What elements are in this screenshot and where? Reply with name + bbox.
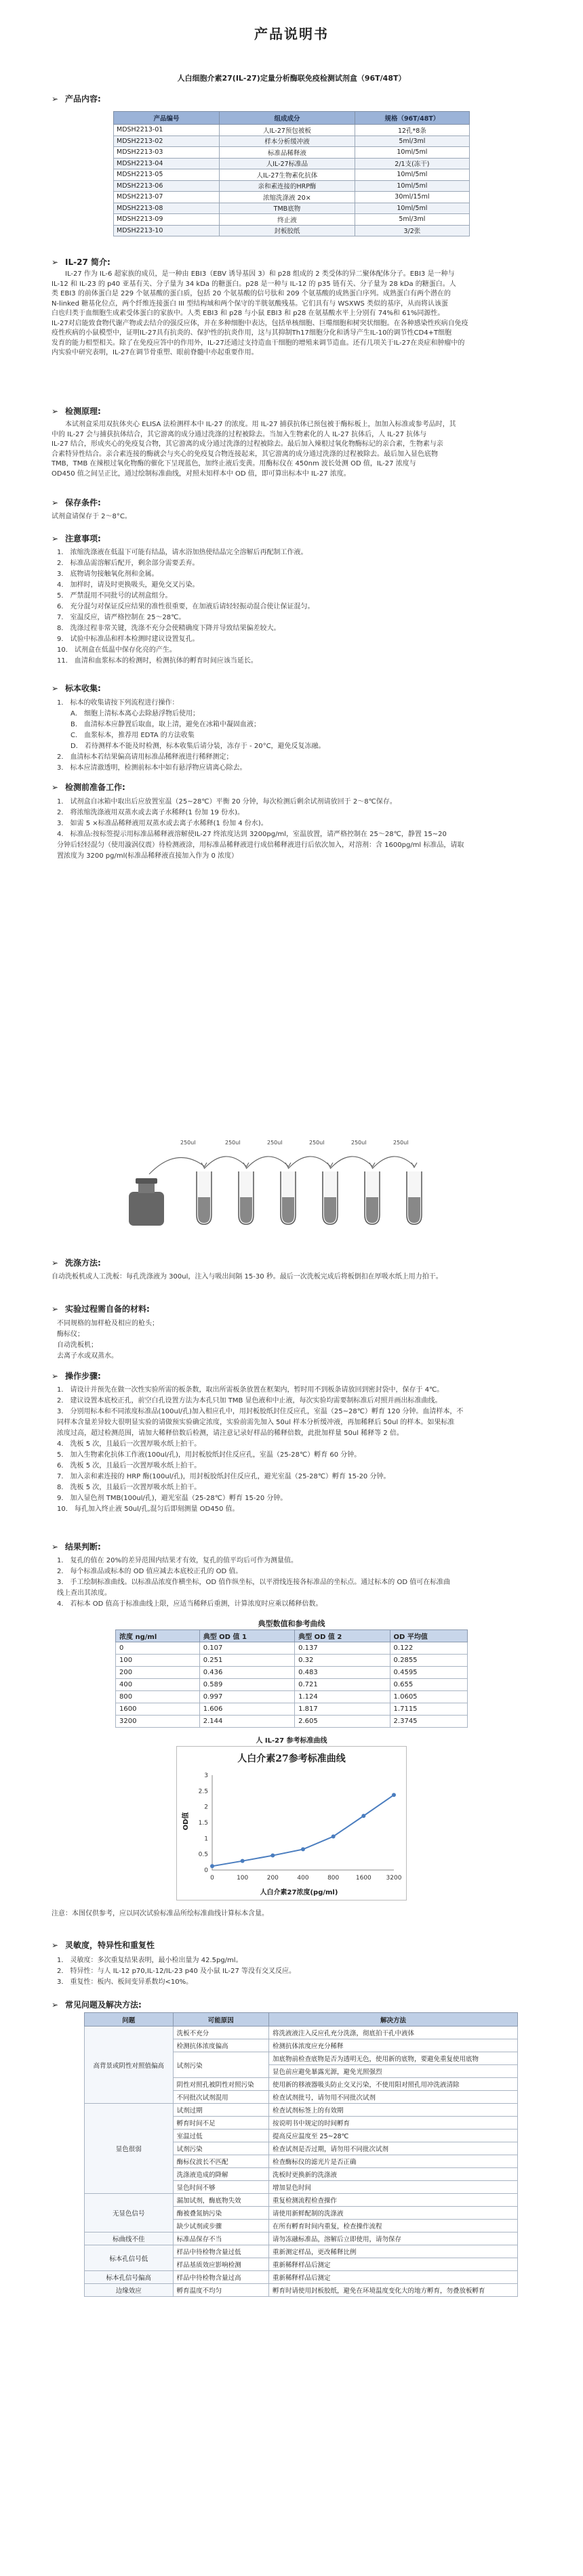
procedure-item: 同样本含量差异较大很明显实验的请做预实验确定浓度，实验前需先加入 50ul 样本分析缓冲液，再加稀释后 50ul 的样本。如果标准 [57,1419,455,1426]
problems-row [85,2104,518,2117]
procedure-item: 2． 建议设置本底校正孔，前空白孔设置方法为本孔只加 TMB 显色液和中止液，每次实验均需要制标准后对照并画出标准曲线。 [57,1397,442,1405]
arrow-bullet-icon: ➢ [52,498,59,507]
components-cell: 浓缩洗涤液 20× [220,192,355,203]
x-tick-label: 3200 [386,1875,402,1882]
cause-cell: 不同批次试剂混用 [173,2091,268,2104]
components-col-header: 规格（96T/48T） [355,112,469,125]
components-cell: MDSH2213-07 [114,192,220,203]
data-point [392,1793,396,1797]
problems-row [85,2284,518,2297]
od-cell: 400 [116,1679,200,1691]
section-result-heading: ➢ 结果判断: [52,1542,101,1552]
components-cell: 封板胶纸 [220,225,355,236]
components-cell: 亲和素连接的HRP酶 [220,180,355,192]
od-cell: 0.4595 [390,1667,467,1679]
principle-line: TMB，TMB 在辣根过氧化物酶的催化下呈现蓝色，加终止液后变黄。用酶标仪在 450nm 波长处测 OD 值，IL-27 浓度与 [52,460,416,468]
od-cell: 2.144 [199,1716,294,1728]
cause-cell: 检测抗体浓度偏高 [173,2039,268,2052]
problems-row [85,2027,518,2039]
x-tick-label: 1600 [355,1875,371,1882]
material-item: 自动洗板机； [57,1342,98,1349]
result-item: 线上查出其浓度。 [57,1590,111,1597]
result-item: 3． 手工绘制标准曲线。以标准品浓度作横坐标，OD 值作纵坐标，以平滑线连接各标准品的坐标点。通过标本的 OD 值可在标准曲 [57,1579,451,1586]
y-tick-label: 0.5 [198,1851,208,1858]
od-cell: 2.605 [295,1716,390,1728]
components-row [114,125,470,136]
arrow-head-icon [411,1163,417,1167]
solution-cell: 请使用新鲜配制的洗涤液 [269,2207,518,2220]
prep-item: 置浓度为 3200 pg/ml(标准品稀释液直接加入作为 0 浓度） [57,852,239,860]
transfer-arrow [204,1157,246,1169]
od-table-title: 典型数值和参考曲线 [258,1619,325,1628]
procedure-item: 10． 每孔加入终止液 50ul/孔,混匀后即刻测量 OD450 值。 [57,1505,239,1513]
solution-cell: 重新稀释样品后测定 [269,2271,518,2284]
intro-line: N-linked 糖基化位点，两个纤维连接蛋白 III 型结构域和两个保守的半胱氨酸残基。它们具有与 WSXWS 类似的基序，从而将认该蛋 [52,299,448,308]
components-cell: 2/1支(冻干) [355,158,469,169]
procedure-item: 1． 请设计并预先在做一次性实验所需的板条数，取出所需板条放置在框架内，暂时用不到板条请放回到密封袋中，保存于 4℃。 [57,1386,444,1394]
cause-cell: 试剂过期 [173,2104,268,2117]
components-row [114,180,470,192]
cause-cell: 缺少试剂或步骤 [173,2220,268,2232]
data-point [331,1835,336,1839]
transfer-arrow [246,1157,288,1169]
cause-cell: 洗涤液造成的降解 [173,2168,268,2181]
solution-cell: 在所有孵育时间内重复，检查操作流程 [269,2220,518,2232]
wash-text: 自动洗板机或人工洗板：每孔洗涤液为 300ul，注入与吸出间隔 15-30 秒。最后一次洗板完成后将板倒扣在厚吸水纸上用力拍干。 [52,1273,443,1281]
cause-cell: 酶标仪波长不匹配 [173,2155,268,2168]
problems-row [85,2194,518,2207]
od-row [116,1716,468,1728]
principle-line: 本试剂盒采用双抗体夹心 ELISA 法检测样本中 IL-27 的浓度。用 IL-27 捕获抗体已预包被于酶标板上，加加入标准或参考品时，其 [65,421,456,428]
solution-cell: 显色前应避免暴露光源，避免光照强烈 [269,2065,518,2078]
solution-cell: 重复检测流程检查操作 [269,2194,518,2207]
y-tick-label: 3 [204,1772,208,1779]
od-cell: 0.251 [199,1655,294,1667]
data-point [361,1814,365,1818]
od-col-header: 浓度 ng/ml [116,1630,200,1642]
solution-cell: 重新稀释样品后测定 [269,2258,518,2271]
material-item: 酶标仪； [57,1331,84,1338]
od-cell: 200 [116,1667,200,1679]
intro-line: 白也归类于血细胞生成素受体蛋白的家族中。人类 EBI3 和 p28 与小鼠 EBI3 和 p28 在氨基酸水平上分别有 74%和 61%同源性。 [52,310,445,317]
note-item: 8． 洗涤过程非常关键，洗涤不充分会使精确度下降并导致结果偏差较大。 [57,625,281,632]
sensitivity-item: 3． 重复性：板内、板间变异系数均<10%。 [57,1978,193,1986]
section-notes-heading: ➢ 注意事项: [52,534,101,543]
dilution-tube [407,1171,422,1224]
collection-list [52,698,533,774]
arrow-bullet-icon: ➢ [52,2000,59,2010]
components-cell: 样本分析缓冲液 [220,136,355,147]
arrow-bullet-icon: ➢ [52,94,59,104]
principle-paragraph [52,420,533,479]
sensitivity-item: 1． 灵敏度：多次重复结果表明，最小检出量为 42.5pg/ml。 [57,1957,243,1964]
arrow-bullet-icon: ➢ [52,1940,59,1950]
components-cell: MDSH2213-04 [114,158,220,169]
procedure-item: 4． 洗板 5 次，且最后一次置厚吸水纸上拍干。 [57,1440,201,1448]
tube-volume-label: 250ul [267,1140,283,1146]
problems-table [84,2012,518,2297]
result-item: 2． 每个标准品或标本的 OD 值应减去本底校正孔的 OD 值。 [57,1568,243,1575]
cause-cell: 漏加试剂，酶底物失效 [173,2194,268,2207]
note-item: 10． 试剂盒在低温中保存化亮的产生。 [57,646,176,654]
y-tick-label: 1 [204,1835,208,1843]
od-col-header: OD 平均值 [390,1630,467,1642]
note-item: 2． 标准品需溶解后配开，剩余部分需要丢弃。 [57,560,199,567]
components-row [114,169,470,181]
problem-cell: 无显色信号 [85,2194,174,2232]
solution-cell: 请勿冻融标准品，溶解后立即使用，请勿保存 [269,2232,518,2245]
cause-cell: 试剂污染 [173,2142,268,2155]
problems-col-header: 解决方法 [269,2013,518,2027]
intro-paragraph [52,270,533,358]
procedure-item: 3． 分别用标本和不同浓度标准品(100ul/孔)加入相应孔中，用封板胶纸封住反应孔，室温（25~28℃）孵育 120 分钟。血清样本，不 [57,1408,464,1415]
solution-cell: 洗板时更换新的洗涤液 [269,2168,518,2181]
components-cell: TMB底物 [220,203,355,214]
collection-item: 1． 标本的收集请按下列流程进行操作： [57,699,179,707]
collection-item: 3． 标本应清澈透明，检测前标本中如有悬浮物应请离心除去。 [57,764,247,772]
od-cell: 0.483 [295,1667,390,1679]
y-tick-label: 0 [204,1867,208,1874]
sensitivity-item: 2． 特异性：与人 IL-12 p70,IL-12/IL-23 p40 及小鼠 IL-27 等没有交叉反应。 [57,1968,296,1975]
collection-item: D． 若待测样本不能及时检测，标本收集后请分装，冻存于 - 20°C，避免反复冻融。 [71,743,325,750]
arrow-bullet-icon: ➢ [52,1542,59,1552]
dilution-svg [122,1132,461,1232]
components-cell: 标准品稀释液 [220,147,355,159]
prep-item: 4． 标准品:按标签提示用标准品稀释液溶解使IL-27 终浓度达到 3200pg/ml，室温放置，请严格控制在 25～28℃，静置 15~20 [57,831,447,838]
components-cell: MDSH2213-10 [114,225,220,236]
od-table [115,1629,468,1728]
intro-line: IL-27 作为 IL-6 超家族的成员，是一种由 EBI3（EBV 诱导基因 3）和 p28 组成的 2 类受体的异二聚体配体分子。EBI3 是一种与 [65,270,455,278]
tube-volume-label: 250ul [393,1140,409,1146]
problems-col-header: 可能原因 [173,2013,268,2027]
arrow-bullet-icon: ➢ [52,1371,59,1381]
x-tick-label: 100 [237,1875,249,1882]
x-tick-label: 400 [297,1875,309,1882]
od-row [116,1642,468,1655]
y-tick-label: 2 [204,1804,208,1811]
components-row [114,158,470,169]
components-cell: MDSH2213-02 [114,136,220,147]
components-row [114,214,470,226]
chart-axes [212,1775,394,1870]
solution-cell: 检查试剂标签上的有效期 [269,2104,518,2117]
dilution-tube [239,1171,254,1224]
components-cell: 人IL-27预包被板 [220,125,355,136]
procedure-item: 6． 洗板 5 次，且最后一次置厚吸水纸上拍干。 [57,1462,201,1470]
principle-line: 合素特异性结合。亲合素连接的酶就会与夹心的免疫复合物连接起来，其它游离的成分通过洗涤的过程被除去。最后加入显色底物 [52,450,438,458]
problems-row [85,2245,518,2258]
note-item: 1． 浓缩洗涤液在低温下可能有结晶，请水浴加热使结晶完全溶解后再配制工作液。 [57,549,308,556]
solution-cell: 将洗液液注入反应孔充分洗涤，彻底拍干孔中液体 [269,2027,518,2039]
problem-cell: 高背景或阴性对照值偏高 [85,2027,174,2104]
notes-list [52,547,533,667]
tube-volume-label: 250ul [225,1140,241,1146]
arrow-bullet-icon: ➢ [52,407,59,416]
note-item: 11． 血清和血浆标本的检测时，检测抗体的孵育时间应该当延长。 [57,657,258,665]
data-point [270,1854,275,1858]
components-cell: 10ml/5ml [355,169,469,181]
problems-col-header: 问题 [85,2013,174,2027]
principle-line: OD450 值之间呈正比，通过绘制标准曲线，对照未知样本中 OD 值，即可算出标本中 IL-27 浓度。 [52,470,350,478]
collection-item: 2． 血清标本若结果偏高请用标准品稀释液进行稀释测定； [57,753,233,761]
components-cell: MDSH2213-03 [114,147,220,159]
od-cell: 0.721 [295,1679,390,1691]
chart-title: 人白介素27参考标准曲线 [237,1753,346,1764]
doc-subtitle: 人白细胞介素27(IL-27)定量分析酶联免疫检测试剂盒（96T/48T） [177,74,406,83]
section-procedure-heading: ➢ 操作步骤: [52,1371,101,1381]
components-cell: 5ml/3ml [355,136,469,147]
cause-cell: 样品中待检物含量过低 [173,2245,268,2258]
material-item: 去离子水或双蒸水。 [57,1352,118,1360]
note-item: 5． 严禁混用不同批号的试剂盒组分。 [57,592,172,600]
dilution-diagram [122,1132,461,1232]
result-item: 1． 复孔的值在 20%的差异范围内结果才有效，复孔的值平均后可作为测量值。 [57,1557,298,1564]
section-prep-heading: ➢ 检测前准备工作: [52,783,125,792]
components-cell: MDSH2213-05 [114,169,220,181]
problem-cell: 显色很弱 [85,2104,174,2194]
arrow-bullet-icon: ➢ [52,1304,59,1314]
od-col-header: 典型 OD 值 1 [199,1630,294,1642]
components-row [114,147,470,159]
solution-cell: 检查酶标仪的滤光片是否正确 [269,2155,518,2168]
note-item: 9． 试验中标准品和样本检测时建议设置复孔。 [57,636,199,643]
components-cell: MDSH2213-08 [114,203,220,214]
od-cell: 1.0605 [390,1691,467,1703]
intro-line: IL-27对启能致食物代谢产物或去结介的强反应体，并在多种细胞中表达，包括单核细胞、巨噬细胞和树突状细胞。在各种感染性疾病自免疫 [52,319,468,327]
transfer-arrow [149,1158,204,1175]
od-cell: 0.436 [199,1667,294,1679]
od-row [116,1703,468,1716]
cause-cell: 酶被叠氮钠污染 [173,2207,268,2220]
intro-line: IL-12 和 IL-23 的 p40 亚基有关、分子量为 34 kDa 的糖蛋白。p28 是一种与 IL-12 的 p35 链有关、分子量为 28 kDa 的糖蛋白。人 [52,280,456,288]
cause-cell: 标准品保存不当 [173,2232,268,2245]
chart-caption: 人 IL-27 参考标准曲线 [256,1737,327,1745]
components-cell: MDSH2213-09 [114,214,220,226]
od-cell: 1.817 [295,1703,390,1716]
components-col-header: 组成成分 [220,112,355,125]
solution-cell: 检查试剂是否过期，请勿用不同批次试剂 [269,2142,518,2155]
arrow-bullet-icon: ➢ [52,684,59,693]
od-col-header: 典型 OD 值 2 [295,1630,390,1642]
sensitivity-list [52,1955,533,1988]
transfer-arrow [330,1157,372,1169]
storage-text: 试剂盒请保存于 2～8°C。 [52,513,132,520]
section-materials-heading: ➢ 实验过程需自备的材料: [52,1304,150,1314]
od-cell: 100 [116,1655,200,1667]
arrow-bullet-icon: ➢ [52,257,59,267]
material-item: 不同规格的加样枪及相应的枪头； [57,1320,159,1327]
problems-row [85,2232,518,2245]
note-item: 7． 室温反应，请严格控制在 25～28℃。 [57,614,186,621]
components-cell: 10ml/5ml [355,147,469,159]
cause-cell: 洗板不充分 [173,2027,268,2039]
prep-item: 2． 将浓缩洗涤液用双蒸水或去离子水稀释(1 份加 19 份水)。 [57,809,244,816]
transfer-arrow [288,1157,330,1169]
data-point [210,1864,214,1868]
solution-cell: 使用新的移液器吸头防止交叉污染，不使用阳对照孔用冲洗液清除 [269,2078,518,2091]
components-row [114,136,470,147]
od-row [116,1667,468,1679]
od-cell: 0.2855 [390,1655,467,1667]
prep-item: 3． 如需 5 ×标准品稀释液用双蒸水或去离子水稀释(1 份加 4 份水)。 [57,820,268,827]
od-cell: 800 [116,1691,200,1703]
od-row [116,1679,468,1691]
od-cell: 1.7115 [390,1703,467,1716]
problem-cell: 边缘效应 [85,2284,174,2297]
components-cell: 人IL-27生物素化抗体 [220,169,355,181]
dilution-tube [281,1171,296,1224]
problems-row [85,2271,518,2284]
components-cell: 5ml/3ml [355,214,469,226]
chart-ylabel: OD值 [182,1812,190,1831]
od-cell: 2.3745 [390,1716,467,1728]
x-tick-label: 800 [327,1875,340,1882]
solution-cell: 孵育时请使用封板胶纸，避免在环境温度变化大的地方孵育，勿叠放板孵育 [269,2284,518,2297]
procedure-item: 7． 加入亲和素连接的 HRP 酶(100ul/孔)，用封板胶纸封住反应孔，避光室温（25-28℃）孵育 15-20 分钟。 [57,1473,390,1480]
prep-item: 1． 试剂盒自冰箱中取出后应放置室温（25~28℃）平衡 20 分钟，每次检测后剩余试剂请放回于 2～8℃保存。 [57,798,397,806]
result-item: 4． 若标本 OD 值高于标准曲线上限，应适当稀释后重测，计算浓度时应乘以稀释倍数。 [57,1600,323,1608]
cause-cell: 样品中待检物含量过高 [173,2271,268,2284]
components-cell: MDSH2213-01 [114,125,220,136]
x-tick-label: 0 [210,1875,214,1882]
collection-item: B． 血清标本应静置后取血，取上清，避免在冰箱中凝固血液； [71,721,261,728]
standard-curve-chart [176,1746,407,1900]
principle-line: 中的 IL-27 会与捕获抗体结合，其它游离的成分通过洗涤的过程被除去。当加入生物素化的人 IL-27 抗体后，人 IL-27 抗体与 [52,430,427,438]
doc-title: 产品说明书 [254,26,329,42]
cause-cell: 样品基质效应影响检测 [173,2258,268,2271]
arrow-bullet-icon: ➢ [52,783,59,792]
components-cell: MDSH2213-06 [114,180,220,192]
od-cell: 0 [116,1642,200,1655]
section-sensitivity-heading: ➢ 灵敏度，特异性和重复性 [52,1940,155,1950]
components-cell: 12孔*8条 [355,125,469,136]
tube-volume-label: 250ul [309,1140,325,1146]
cause-cell: 孵育温度不均匀 [173,2284,268,2297]
od-cell: 0.122 [390,1642,467,1655]
problem-cell: 标本孔信号低 [85,2245,174,2271]
section-intro-heading: ➢ IL-27 简介: [52,257,110,267]
intro-line: 疫性疾病的小鼠模型中，证明IL-27具有抗炎的、保护性的抗炎作用，这与其抑制Th17细胞分化和诱导产生IL-10的调节性CD4+T细胞 [52,329,452,337]
components-col-header: 产品编号 [114,112,220,125]
collection-item: C． 血浆标本，推荐用 EDTA 的方法收集 [71,732,195,739]
od-cell: 1.606 [199,1703,294,1716]
od-cell: 0.32 [295,1655,390,1667]
arrow-bullet-icon: ➢ [52,534,59,543]
intro-line: 内实验中研究表明，IL-27在调节骨重塑、眼前脊髓中亦起重要作用。 [52,349,258,356]
components-cell: 30ml/15ml [355,192,469,203]
procedure-item: 浓度过高，超过检测范围，请加大稀释倍数后检测，请注意记录好样品的稀释倍数，此批加样量 50ul 稀释等 2 倍。 [57,1430,403,1437]
components-cell: 3/2张 [355,225,469,236]
problem-cell: 标曲线不佳 [85,2232,174,2245]
dilution-tube [323,1171,338,1224]
section-storage-heading: ➢ 保存条件: [52,498,101,507]
procedure-item: 8． 洗板 5 次，且最后一次置厚吸水纸上拍干。 [57,1484,201,1491]
od-cell: 0.107 [199,1642,294,1655]
prep-item: 分钟后轻轻混匀（使用漩涡仪震）待检测液涂，用标准品稀释液进行成倍稀释液进行后依次加入，对溶剂：含 1600pg/ml 标准品，请取 [57,842,464,849]
od-cell: 0.997 [199,1691,294,1703]
od-cell: 0.589 [199,1679,294,1691]
cause-cell: 试剂污染 [173,2052,268,2078]
data-point [301,1847,305,1851]
series-line [212,1795,394,1866]
components-cell: 终止液 [220,214,355,226]
materials-list [52,1318,533,1362]
solution-cell: 检查试剂批号，请勿用不同批次试剂 [269,2091,518,2104]
chart-xlabel: 人白介素27浓度(pg/ml) [260,1889,338,1896]
od-cell: 3200 [116,1716,200,1728]
cause-cell: 室温过低 [173,2130,268,2142]
od-row [116,1655,468,1667]
od-cell: 1.124 [295,1691,390,1703]
dilution-tube [365,1171,380,1224]
x-tick-label: 200 [266,1875,279,1882]
tube-volume-label: 250ul [180,1140,196,1146]
collection-item: A． 细胞上清标本离心去除悬浮物后使用； [71,710,200,718]
intro-line: 发育的能力相型相关。除了在免疫应答中的作用外，IL-27还通过支持造血干细胞的增殖来调节造血。还有几项关于IL-27在炎症和肿瘤中的 [52,339,465,347]
solution-cell: 增加显色时间 [269,2181,518,2194]
components-row [114,203,470,214]
components-cell: 人IL-27标准品 [220,158,355,169]
section-problems-heading: ➢ 常见问题及解决方法: [52,2000,142,2010]
cause-cell: 阴性对照孔被阴性对照污染 [173,2078,268,2091]
solution-cell: 加底物前检查底物是否为透明无色，使用新的底物，要避免重复使用底物 [269,2052,518,2065]
solution-cell: 提高反应温度至 25~28℃ [269,2130,518,2142]
note-item: 4． 加样时，请及时更换吸头，避免交叉污染。 [57,581,199,589]
components-row [114,192,470,203]
solution-cell: 重新测定样品，更改稀释比例 [269,2245,518,2258]
procedure-item: 9． 加入显色剂 TMB(100ul/孔)，避光室温（25-28℃）孵育 15-20 分钟。 [57,1495,287,1502]
cause-cell: 孵育时间不足 [173,2117,268,2130]
components-table [113,111,470,236]
chart-note: 注意：本图仅供参考，应以同次试验标准品所绘标准曲线计算标本含量。 [52,1910,268,1917]
od-row [116,1691,468,1703]
principle-line: IL-27 结合，形成夹心的免疫复合物，其它游离的成分通过洗涤的过程被除去。最后加入辣根过氧化物酶标记的亲合素，生物素与亲 [52,440,443,448]
od-cell: 0.137 [295,1642,390,1655]
components-cell: 10ml/5ml [355,203,469,214]
arrow-bullet-icon: ➢ [52,1258,59,1268]
solution-cell: 检测抗体浓度应充分稀释 [269,2039,518,2052]
components-row [114,225,470,236]
section-principle-heading: ➢ 检测原理: [52,407,101,416]
od-cell: 0.655 [390,1679,467,1691]
section-collection-heading: ➢ 标本收集: [52,684,101,693]
od-cell: 1600 [116,1703,200,1716]
section-components-heading: ➢ 产品内容: [52,94,101,104]
y-tick-label: 1.5 [198,1820,208,1827]
components-cell: 10ml/5ml [355,180,469,192]
chart-svg [177,1747,406,1900]
section-wash-heading: ➢ 洗涤方法: [52,1258,101,1268]
note-item: 6． 充分混匀对保证反应结果的准性很重要，在加液后请轻轻振动混合使让保证混匀。 [57,603,315,610]
transfer-arrow [372,1157,414,1169]
procedure-item: 5． 加入生物素化抗体工作液(100ul/孔)，用封板胶纸封住反应孔，室温（25-28℃）孵育 60 分钟。 [57,1451,361,1459]
intro-line: 类 EBI3 的前体蛋白是 229 个氨基酸的蛋白质，包括 20 个氨基酸的信号肽和 209 个氨基酸的成熟蛋白序列。成熟蛋白有两个潜在的 [52,290,451,297]
procedure-list [52,1385,533,1515]
stock-vial [129,1178,164,1226]
solution-cell: 按说明书中规定的时间孵育 [269,2117,518,2130]
note-item: 3． 底物请勿接触氧化剂和金属。 [57,570,159,578]
dilution-tube [197,1171,212,1224]
prep-list [52,797,533,862]
cause-cell: 显色时间不够 [173,2181,268,2194]
y-tick-label: 2.5 [198,1788,208,1795]
problem-cell: 标本孔信号偏高 [85,2271,174,2284]
data-point [241,1859,245,1863]
tube-volume-label: 250ul [351,1140,367,1146]
result-list [52,1556,533,1610]
